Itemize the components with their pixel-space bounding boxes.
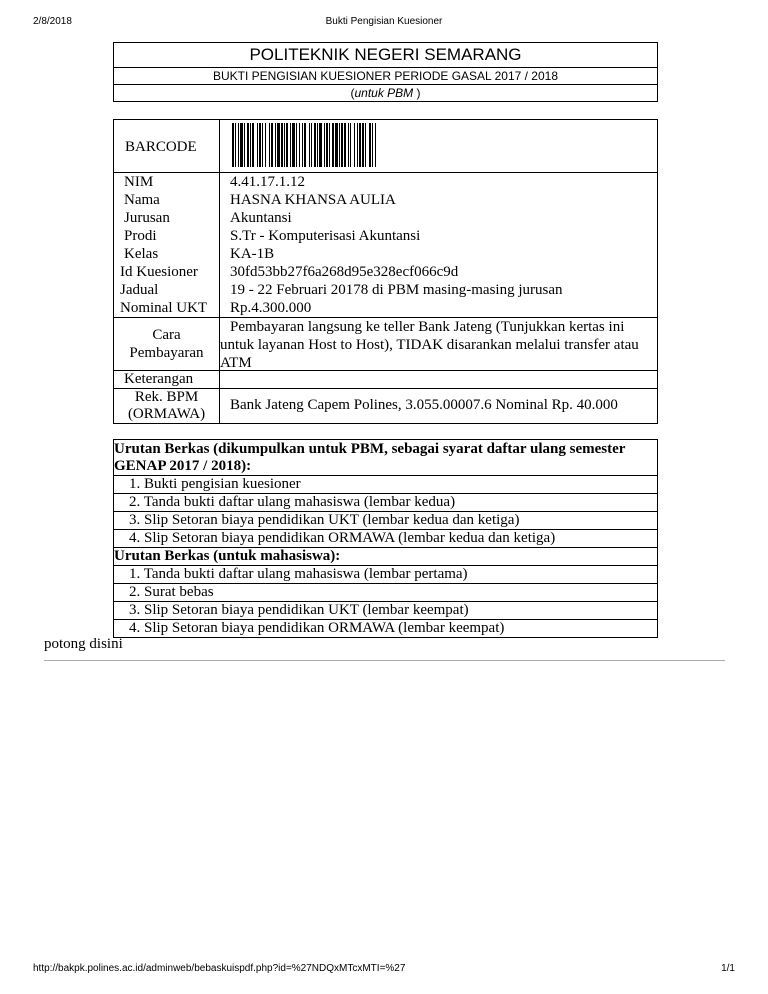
jadual-row — [114, 281, 657, 299]
kelas-label: Kelas — [114, 245, 220, 263]
barcode-image — [232, 123, 404, 167]
print-date: 2/8/2018 — [33, 16, 72, 27]
purpose-text: untuk PBM — [354, 86, 414, 100]
rek-bpm-value: Bank Jateng Capem Polines, 3.055.00007.6 Nominal Rp. 40.000 — [230, 397, 618, 413]
id-kuesioner-label: Id Kuesioner — [114, 263, 220, 281]
nama-value: HASNA KHANSA AULIA — [230, 192, 396, 208]
student-info-table — [113, 119, 658, 424]
document-purpose: (untuk PBM ) — [350, 86, 421, 100]
kelas-value: KA-1B — [230, 246, 275, 262]
prodi-value: S.Tr - Komputerisasi Akuntansi — [230, 228, 421, 244]
kelas-row — [114, 245, 657, 263]
rek-bpm-row — [114, 389, 657, 423]
print-url: http://bakpk.polines.ac.id/adminweb/bebaskuispdf.php?id=%27NDQxMTcxMTI=%27 — [33, 963, 406, 974]
list-item: 2. Tanda bukti daftar ulang mahasiswa (lembar kedua) — [114, 494, 657, 512]
cut-line — [44, 660, 725, 661]
jurusan-value: Akuntansi — [230, 210, 292, 226]
jurusan-row — [114, 209, 657, 227]
prodi-row — [114, 227, 657, 245]
keterangan-row — [114, 371, 657, 389]
cut-here-label: potong disini — [44, 636, 123, 652]
nim-value: 4.41.17.1.12 — [230, 174, 305, 190]
cara-pembayaran-value: Pembayaran langsung ke teller Bank Jateng (Tunjukkan kertas ini untuk layanan Host to Host), TIDAK disarankan melalui transfer atau ATM — [220, 319, 639, 371]
list-item: 2. Surat bebas — [114, 584, 657, 602]
list-item: 3. Slip Setoran biaya pendidikan UKT (lembar keempat) — [114, 602, 657, 620]
keterangan-label: Keterangan — [114, 371, 220, 388]
list-item: 4. Slip Setoran biaya pendidikan ORMAWA (lembar kedua dan ketiga) — [114, 530, 657, 548]
list-item: 1. Bukti pengisian kuesioner — [114, 476, 657, 494]
cara-pembayaran-row — [114, 318, 657, 371]
pbm-heading: Urutan Berkas (dikumpulkan untuk PBM, sebagai syarat daftar ulang semester GENAP 2017 / 2018): — [114, 440, 657, 476]
nim-row — [114, 173, 657, 191]
id-kuesioner-value: 30fd53bb27f6a268d95e328ecf066c9d — [230, 264, 459, 280]
print-title: Bukti Pengisian Kuesioner — [325, 16, 443, 27]
barcode-cell — [220, 120, 657, 172]
page-number: 1/1 — [721, 963, 735, 974]
list-item: 4. Slip Setoran biaya pendidikan ORMAWA (lembar keempat) — [129, 620, 505, 636]
id-kuesioner-row — [114, 263, 657, 281]
nim-label: NIM — [114, 173, 220, 191]
list-item: 1. Tanda bukti daftar ulang mahasiswa (lembar pertama) — [114, 566, 657, 584]
jadual-label: Jadual — [114, 281, 220, 299]
ukt-label: Nominal UKT — [114, 299, 220, 317]
nama-row — [114, 191, 657, 209]
cara-pembayaran-label: Cara Pembayaran — [114, 318, 220, 370]
keterangan-value — [220, 371, 657, 388]
institution-name: POLITEKNIK NEGERI SEMARANG — [114, 43, 657, 68]
berkas-table — [113, 439, 658, 638]
barcode-label: BARCODE — [114, 120, 220, 172]
jurusan-label: Jurusan — [114, 209, 220, 227]
prodi-label: Prodi — [114, 227, 220, 245]
ukt-value: Rp.4.300.000 — [230, 300, 312, 316]
print-footer — [0, 963, 768, 977]
rek-bpm-label: Rek. BPM (ORMAWA) — [114, 389, 220, 423]
print-header — [0, 16, 768, 30]
jadual-value: 19 - 22 Februari 20178 di PBM masing-masing jurusan — [230, 282, 563, 298]
ukt-row — [114, 299, 657, 318]
document-subtitle: BUKTI PENGISIAN KUESIONER PERIODE GASAL 2017 / 2018 — [114, 68, 657, 85]
list-item: 3. Slip Setoran biaya pendidikan UKT (lembar kedua dan ketiga) — [114, 512, 657, 530]
nama-label: Nama — [114, 191, 220, 209]
barcode-row — [114, 120, 657, 173]
mahasiswa-heading: Urutan Berkas (untuk mahasiswa): — [114, 548, 657, 566]
document-header — [113, 42, 658, 102]
